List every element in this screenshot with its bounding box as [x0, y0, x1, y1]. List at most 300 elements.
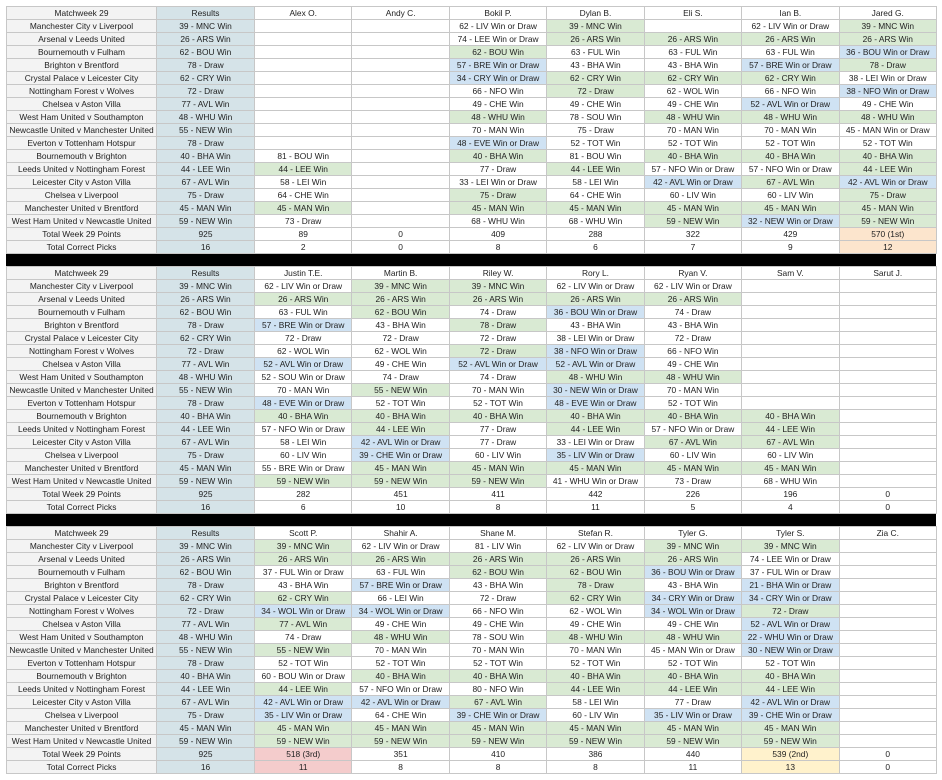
pick-cell[interactable]: 49 - CHE Win — [449, 98, 546, 111]
pick-cell[interactable]: 49 - CHE Win — [547, 618, 644, 631]
pick-cell[interactable] — [742, 293, 839, 306]
pick-cell[interactable]: 33 - LEI Win or Draw — [449, 176, 546, 189]
pick-cell[interactable]: 48 - EVE Win or Draw — [255, 397, 352, 410]
player-total-points[interactable]: 288 — [547, 228, 644, 241]
pick-cell[interactable]: 26 - ARS Win — [255, 553, 352, 566]
result-cell[interactable]: 39 - MNC Win — [157, 540, 255, 553]
pick-cell[interactable]: 44 - LEE Win — [742, 683, 839, 696]
pick-cell[interactable]: 40 - BHA Win — [644, 410, 741, 423]
pick-cell[interactable]: 37 - FUL Win or Draw — [255, 566, 352, 579]
player-total-correct[interactable]: 11 — [255, 761, 352, 774]
pick-cell[interactable]: 52 - TOT Win — [449, 397, 546, 410]
matchweek-header[interactable]: Matchweek 29 — [7, 7, 157, 20]
result-cell[interactable]: 77 - AVL Win — [157, 618, 255, 631]
player-total-points[interactable]: 0 — [352, 228, 449, 241]
player-name-header[interactable]: Andy C. — [352, 7, 449, 20]
match-cell[interactable]: West Ham United v Newcastle United — [7, 215, 157, 228]
result-cell[interactable]: 72 - Draw — [157, 605, 255, 618]
player-total-correct[interactable]: 8 — [547, 761, 644, 774]
result-cell[interactable]: 45 - MAN Win — [157, 462, 255, 475]
result-cell[interactable]: 55 - NEW Win — [157, 384, 255, 397]
pick-cell[interactable]: 77 - Draw — [449, 163, 546, 176]
pick-cell[interactable] — [839, 449, 936, 462]
pick-cell[interactable]: 45 - MAN Win — [255, 202, 352, 215]
player-total-correct[interactable]: 7 — [644, 241, 741, 254]
results-total-points[interactable]: 925 — [157, 748, 255, 761]
results-total-points[interactable]: 925 — [157, 488, 255, 501]
player-name-header[interactable]: Bokil P. — [449, 7, 546, 20]
result-cell[interactable]: 62 - BOU Win — [157, 306, 255, 319]
pick-cell[interactable]: 62 - LIV Win or Draw — [255, 280, 352, 293]
pick-cell[interactable]: 42 - AVL Win or Draw — [839, 176, 936, 189]
pick-cell[interactable]: 75 - Draw — [839, 189, 936, 202]
pick-cell[interactable]: 45 - MAN Win — [547, 202, 644, 215]
player-total-points[interactable]: 451 — [352, 488, 449, 501]
pick-cell[interactable]: 64 - CHE Win — [547, 189, 644, 202]
player-total-correct[interactable]: 12 — [839, 241, 936, 254]
pick-cell[interactable]: 57 - BRE Win or Draw — [449, 59, 546, 72]
pick-cell[interactable]: 49 - CHE Win — [352, 358, 449, 371]
pick-cell[interactable]: 78 - Draw — [449, 319, 546, 332]
pick-cell[interactable] — [839, 696, 936, 709]
result-cell[interactable]: 40 - BHA Win — [157, 150, 255, 163]
pick-cell[interactable]: 75 - Draw — [449, 189, 546, 202]
pick-cell[interactable]: 57 - NFO Win or Draw — [742, 163, 839, 176]
pick-cell[interactable]: 63 - FUL Win — [352, 566, 449, 579]
pick-cell[interactable]: 58 - LEI Win — [547, 696, 644, 709]
pick-cell[interactable]: 45 - MAN Win — [449, 202, 546, 215]
pick-cell[interactable]: 59 - NEW Win — [644, 215, 741, 228]
pick-cell[interactable]: 37 - FUL Win or Draw — [742, 566, 839, 579]
pick-cell[interactable]: 49 - CHE Win — [547, 98, 644, 111]
result-cell[interactable]: 78 - Draw — [157, 137, 255, 150]
pick-cell[interactable]: 59 - NEW Win — [352, 735, 449, 748]
result-cell[interactable]: 75 - Draw — [157, 449, 255, 462]
pick-cell[interactable] — [352, 72, 449, 85]
match-cell[interactable]: Newcastle United v Manchester United — [7, 644, 157, 657]
pick-cell[interactable]: 55 - BRE Win or Draw — [255, 462, 352, 475]
pick-cell[interactable]: 21 - BHA Win or Draw — [742, 579, 839, 592]
pick-cell[interactable]: 45 - MAN Win — [449, 462, 546, 475]
pick-cell[interactable] — [839, 605, 936, 618]
pick-cell[interactable]: 81 - LIV Win — [449, 540, 546, 553]
pick-cell[interactable]: 48 - EVE Win or Draw — [547, 397, 644, 410]
pick-cell[interactable]: 60 - BOU Win or Draw — [255, 670, 352, 683]
player-name-header[interactable]: Scott P. — [255, 527, 352, 540]
pick-cell[interactable]: 62 - LIV Win or Draw — [547, 280, 644, 293]
pick-cell[interactable]: 72 - Draw — [742, 605, 839, 618]
pick-cell[interactable]: 45 - MAN Win — [644, 462, 741, 475]
pick-cell[interactable]: 26 - ARS Win — [644, 293, 741, 306]
pick-cell[interactable] — [352, 111, 449, 124]
player-total-points[interactable]: 0 — [839, 748, 936, 761]
match-cell[interactable]: West Ham United v Southampton — [7, 111, 157, 124]
pick-cell[interactable]: 44 - LEE Win — [547, 423, 644, 436]
pick-cell[interactable]: 72 - Draw — [449, 345, 546, 358]
pick-cell[interactable]: 60 - LIV Win — [449, 449, 546, 462]
total-points-label[interactable]: Total Week 29 Points — [7, 228, 157, 241]
pick-cell[interactable]: 45 - MAN Win — [839, 202, 936, 215]
pick-cell[interactable]: 48 - WHU Win — [644, 631, 741, 644]
pick-cell[interactable]: 52 - TOT Win — [352, 657, 449, 670]
pick-cell[interactable] — [742, 345, 839, 358]
pick-cell[interactable]: 42 - AVL Win or Draw — [352, 436, 449, 449]
match-cell[interactable]: Leicester City v Aston Villa — [7, 176, 157, 189]
pick-cell[interactable]: 62 - LIV Win or Draw — [547, 540, 644, 553]
pick-cell[interactable]: 49 - CHE Win — [839, 98, 936, 111]
pick-cell[interactable]: 44 - LEE Win — [839, 163, 936, 176]
pick-cell[interactable]: 72 - Draw — [449, 332, 546, 345]
match-cell[interactable]: Nottingham Forest v Wolves — [7, 85, 157, 98]
pick-cell[interactable] — [352, 189, 449, 202]
pick-cell[interactable]: 52 - AVL Win or Draw — [449, 358, 546, 371]
pick-cell[interactable]: 74 - Draw — [352, 371, 449, 384]
pick-cell[interactable]: 48 - WHU Win — [352, 631, 449, 644]
result-cell[interactable]: 39 - MNC Win — [157, 280, 255, 293]
pick-cell[interactable] — [255, 59, 352, 72]
pick-cell[interactable]: 45 - MAN Win or Draw — [839, 124, 936, 137]
pick-cell[interactable]: 63 - FUL Win — [644, 46, 741, 59]
pick-cell[interactable]: 43 - BHA Win — [255, 579, 352, 592]
pick-cell[interactable]: 52 - TOT Win — [547, 657, 644, 670]
pick-cell[interactable]: 74 - Draw — [449, 306, 546, 319]
pick-cell[interactable] — [255, 46, 352, 59]
result-cell[interactable]: 77 - AVL Win — [157, 98, 255, 111]
pick-cell[interactable]: 81 - BOU Win — [255, 150, 352, 163]
player-total-correct[interactable]: 8 — [449, 761, 546, 774]
result-cell[interactable]: 26 - ARS Win — [157, 553, 255, 566]
player-name-header[interactable]: Shane M. — [449, 527, 546, 540]
result-cell[interactable]: 59 - NEW Win — [157, 475, 255, 488]
pick-cell[interactable]: 45 - MAN Win — [255, 722, 352, 735]
pick-cell[interactable]: 60 - LIV Win — [547, 709, 644, 722]
results-total-points[interactable]: 925 — [157, 228, 255, 241]
player-total-correct[interactable]: 9 — [742, 241, 839, 254]
pick-cell[interactable]: 52 - SOU Win or Draw — [255, 371, 352, 384]
pick-cell[interactable]: 75 - Draw — [547, 124, 644, 137]
result-cell[interactable]: 62 - BOU Win — [157, 566, 255, 579]
match-cell[interactable]: Bournemouth v Brighton — [7, 410, 157, 423]
result-cell[interactable]: 67 - AVL Win — [157, 436, 255, 449]
player-name-header[interactable]: Jared G. — [839, 7, 936, 20]
pick-cell[interactable]: 63 - FUL Win — [742, 46, 839, 59]
results-total-correct[interactable]: 16 — [157, 501, 255, 514]
pick-cell[interactable]: 58 - LEI Win — [547, 176, 644, 189]
pick-cell[interactable]: 70 - MAN Win — [255, 384, 352, 397]
pick-cell[interactable]: 52 - TOT Win — [742, 657, 839, 670]
pick-cell[interactable]: 70 - MAN Win — [449, 644, 546, 657]
match-cell[interactable]: Everton v Tottenham Hotspur — [7, 657, 157, 670]
result-cell[interactable]: 44 - LEE Win — [157, 683, 255, 696]
result-cell[interactable]: 78 - Draw — [157, 319, 255, 332]
pick-cell[interactable] — [255, 20, 352, 33]
player-name-header[interactable]: Ryan V. — [644, 267, 741, 280]
pick-cell[interactable]: 78 - SOU Win — [547, 111, 644, 124]
pick-cell[interactable]: 77 - Draw — [449, 436, 546, 449]
player-name-header[interactable]: Riley W. — [449, 267, 546, 280]
pick-cell[interactable]: 72 - Draw — [547, 85, 644, 98]
result-cell[interactable]: 78 - Draw — [157, 657, 255, 670]
pick-cell[interactable]: 48 - WHU Win — [839, 111, 936, 124]
pick-cell[interactable]: 78 - Draw — [547, 579, 644, 592]
pick-cell[interactable]: 72 - Draw — [449, 592, 546, 605]
result-cell[interactable]: 77 - AVL Win — [157, 358, 255, 371]
pick-cell[interactable] — [839, 644, 936, 657]
pick-cell[interactable] — [352, 124, 449, 137]
pick-cell[interactable]: 59 - NEW Win — [742, 735, 839, 748]
player-total-correct[interactable]: 8 — [449, 241, 546, 254]
pick-cell[interactable]: 52 - TOT Win — [644, 397, 741, 410]
match-cell[interactable]: Bournemouth v Fulham — [7, 46, 157, 59]
result-cell[interactable]: 62 - CRY Win — [157, 72, 255, 85]
pick-cell[interactable]: 77 - Draw — [644, 696, 741, 709]
pick-cell[interactable]: 59 - NEW Win — [449, 475, 546, 488]
pick-cell[interactable]: 72 - Draw — [352, 332, 449, 345]
player-name-header[interactable]: Martin B. — [352, 267, 449, 280]
player-total-correct[interactable]: 0 — [839, 761, 936, 774]
result-cell[interactable]: 78 - Draw — [157, 59, 255, 72]
pick-cell[interactable] — [839, 735, 936, 748]
player-name-header[interactable]: Rory L. — [547, 267, 644, 280]
player-total-points[interactable]: 322 — [644, 228, 741, 241]
pick-cell[interactable]: 26 - ARS Win — [644, 33, 741, 46]
pick-cell[interactable] — [352, 59, 449, 72]
pick-cell[interactable]: 35 - LIV Win or Draw — [547, 449, 644, 462]
pick-cell[interactable]: 70 - MAN Win — [352, 644, 449, 657]
pick-cell[interactable]: 22 - WHU Win or Draw — [742, 631, 839, 644]
results-total-correct[interactable]: 16 — [157, 241, 255, 254]
pick-cell[interactable]: 62 - BOU Win — [547, 566, 644, 579]
match-cell[interactable]: Newcastle United v Manchester United — [7, 124, 157, 137]
pick-cell[interactable]: 64 - CHE Win — [255, 189, 352, 202]
pick-cell[interactable]: 34 - CRY Win or Draw — [644, 592, 741, 605]
result-cell[interactable]: 45 - MAN Win — [157, 722, 255, 735]
match-cell[interactable]: Everton v Tottenham Hotspur — [7, 137, 157, 150]
result-cell[interactable]: 39 - MNC Win — [157, 20, 255, 33]
result-cell[interactable]: 40 - BHA Win — [157, 410, 255, 423]
pick-cell[interactable]: 49 - CHE Win — [449, 618, 546, 631]
pick-cell[interactable] — [742, 371, 839, 384]
pick-cell[interactable]: 40 - BHA Win — [644, 670, 741, 683]
total-correct-label[interactable]: Total Correct Picks — [7, 241, 157, 254]
pick-cell[interactable] — [255, 111, 352, 124]
match-cell[interactable]: Leicester City v Aston Villa — [7, 436, 157, 449]
pick-cell[interactable]: 59 - NEW Win — [449, 735, 546, 748]
result-cell[interactable]: 48 - WHU Win — [157, 111, 255, 124]
player-name-header[interactable]: Ian B. — [742, 7, 839, 20]
player-total-points[interactable]: 282 — [255, 488, 352, 501]
pick-cell[interactable] — [352, 46, 449, 59]
pick-cell[interactable] — [839, 332, 936, 345]
matchweek-header[interactable]: Matchweek 29 — [7, 527, 157, 540]
pick-cell[interactable] — [352, 176, 449, 189]
pick-cell[interactable]: 39 - MNC Win — [839, 20, 936, 33]
pick-cell[interactable]: 34 - WOL Win or Draw — [255, 605, 352, 618]
pick-cell[interactable]: 34 - WOL Win or Draw — [352, 605, 449, 618]
pick-cell[interactable]: 63 - FUL Win — [255, 306, 352, 319]
pick-cell[interactable] — [839, 371, 936, 384]
pick-cell[interactable]: 57 - NFO Win or Draw — [644, 423, 741, 436]
player-total-correct[interactable]: 10 — [352, 501, 449, 514]
result-cell[interactable]: 62 - CRY Win — [157, 592, 255, 605]
pick-cell[interactable]: 26 - ARS Win — [255, 293, 352, 306]
pick-cell[interactable]: 40 - BHA Win — [547, 670, 644, 683]
pick-cell[interactable] — [839, 657, 936, 670]
pick-cell[interactable] — [839, 293, 936, 306]
total-correct-label[interactable]: Total Correct Picks — [7, 501, 157, 514]
pick-cell[interactable]: 30 - NEW Win or Draw — [742, 644, 839, 657]
pick-cell[interactable]: 42 - AVL Win or Draw — [352, 696, 449, 709]
pick-cell[interactable] — [839, 319, 936, 332]
match-cell[interactable]: Crystal Palace v Leicester City — [7, 592, 157, 605]
match-cell[interactable]: Chelsea v Aston Villa — [7, 618, 157, 631]
match-cell[interactable]: West Ham United v Newcastle United — [7, 475, 157, 488]
match-cell[interactable]: Nottingham Forest v Wolves — [7, 345, 157, 358]
match-cell[interactable]: Crystal Palace v Leicester City — [7, 332, 157, 345]
player-total-points[interactable]: 440 — [644, 748, 741, 761]
pick-cell[interactable]: 62 - BOU Win — [449, 46, 546, 59]
pick-cell[interactable]: 48 - WHU Win — [449, 111, 546, 124]
pick-cell[interactable]: 52 - TOT Win — [255, 657, 352, 670]
pick-cell[interactable]: 52 - AVL Win or Draw — [742, 98, 839, 111]
pick-cell[interactable]: 45 - MAN Win — [547, 722, 644, 735]
match-cell[interactable]: Newcastle United v Manchester United — [7, 384, 157, 397]
result-cell[interactable]: 48 - WHU Win — [157, 371, 255, 384]
player-total-points[interactable]: 411 — [449, 488, 546, 501]
pick-cell[interactable]: 26 - ARS Win — [839, 33, 936, 46]
pick-cell[interactable]: 34 - CRY Win or Draw — [449, 72, 546, 85]
player-total-points[interactable]: 409 — [449, 228, 546, 241]
pick-cell[interactable]: 66 - NFO Win — [449, 85, 546, 98]
player-total-correct[interactable]: 6 — [255, 501, 352, 514]
match-cell[interactable]: Leicester City v Aston Villa — [7, 696, 157, 709]
pick-cell[interactable] — [255, 98, 352, 111]
result-cell[interactable]: 26 - ARS Win — [157, 33, 255, 46]
pick-cell[interactable] — [255, 72, 352, 85]
pick-cell[interactable]: 43 - BHA Win — [644, 319, 741, 332]
pick-cell[interactable]: 52 - AVL Win or Draw — [742, 618, 839, 631]
match-cell[interactable]: Bournemouth v Fulham — [7, 306, 157, 319]
pick-cell[interactable]: 43 - BHA Win — [449, 579, 546, 592]
pick-cell[interactable]: 40 - BHA Win — [742, 670, 839, 683]
pick-cell[interactable]: 38 - LEI Win or Draw — [547, 332, 644, 345]
player-total-correct[interactable]: 0 — [839, 501, 936, 514]
pick-cell[interactable]: 68 - WHU Win — [449, 215, 546, 228]
match-cell[interactable]: Bournemouth v Fulham — [7, 566, 157, 579]
player-total-points[interactable]: 570 (1st) — [839, 228, 936, 241]
player-total-correct[interactable]: 8 — [449, 501, 546, 514]
pick-cell[interactable]: 48 - WHU Win — [547, 371, 644, 384]
pick-cell[interactable]: 66 - LEI Win — [352, 592, 449, 605]
match-cell[interactable]: Brighton v Brentford — [7, 59, 157, 72]
pick-cell[interactable]: 42 - AVL Win or Draw — [255, 696, 352, 709]
pick-cell[interactable]: 62 - CRY Win — [547, 592, 644, 605]
pick-cell[interactable]: 49 - CHE Win — [644, 358, 741, 371]
pick-cell[interactable] — [644, 20, 741, 33]
pick-cell[interactable]: 39 - CHE Win or Draw — [352, 449, 449, 462]
pick-cell[interactable]: 39 - MNC Win — [255, 540, 352, 553]
match-cell[interactable]: Leeds United v Nottingham Forest — [7, 683, 157, 696]
pick-cell[interactable]: 70 - MAN Win — [644, 384, 741, 397]
pick-cell[interactable] — [742, 397, 839, 410]
result-cell[interactable]: 72 - Draw — [157, 345, 255, 358]
match-cell[interactable]: Arsenal v Leeds United — [7, 553, 157, 566]
match-cell[interactable]: West Ham United v Southampton — [7, 631, 157, 644]
total-correct-label[interactable]: Total Correct Picks — [7, 761, 157, 774]
pick-cell[interactable]: 73 - Draw — [644, 475, 741, 488]
pick-cell[interactable] — [742, 384, 839, 397]
pick-cell[interactable] — [352, 98, 449, 111]
player-total-correct[interactable]: 11 — [547, 501, 644, 514]
pick-cell[interactable]: 44 - LEE Win — [547, 163, 644, 176]
pick-cell[interactable] — [352, 33, 449, 46]
pick-cell[interactable] — [352, 163, 449, 176]
player-name-header[interactable]: Eli S. — [644, 7, 741, 20]
pick-cell[interactable]: 57 - BRE Win or Draw — [742, 59, 839, 72]
pick-cell[interactable]: 74 - Draw — [449, 371, 546, 384]
pick-cell[interactable]: 39 - MNC Win — [547, 20, 644, 33]
pick-cell[interactable]: 43 - BHA Win — [644, 59, 741, 72]
pick-cell[interactable]: 55 - NEW Win — [352, 384, 449, 397]
match-cell[interactable]: West Ham United v Southampton — [7, 371, 157, 384]
result-cell[interactable]: 62 - CRY Win — [157, 332, 255, 345]
pick-cell[interactable]: 40 - BHA Win — [449, 150, 546, 163]
pick-cell[interactable]: 44 - LEE Win — [742, 423, 839, 436]
pick-cell[interactable]: 35 - LIV Win or Draw — [644, 709, 741, 722]
pick-cell[interactable]: 26 - ARS Win — [547, 33, 644, 46]
pick-cell[interactable]: 40 - BHA Win — [255, 410, 352, 423]
pick-cell[interactable]: 52 - AVL Win or Draw — [547, 358, 644, 371]
pick-cell[interactable]: 35 - LIV Win or Draw — [255, 709, 352, 722]
pick-cell[interactable]: 62 - LIV Win or Draw — [449, 20, 546, 33]
pick-cell[interactable]: 36 - BOU Win or Draw — [547, 306, 644, 319]
player-name-header[interactable]: Shahir A. — [352, 527, 449, 540]
match-cell[interactable]: Chelsea v Aston Villa — [7, 98, 157, 111]
pick-cell[interactable]: 40 - BHA Win — [449, 410, 546, 423]
player-name-header[interactable]: Sarut J. — [839, 267, 936, 280]
pick-cell[interactable]: 39 - MNC Win — [644, 540, 741, 553]
pick-cell[interactable]: 74 - LEE Win or Draw — [449, 33, 546, 46]
pick-cell[interactable]: 45 - MAN Win or Draw — [644, 644, 741, 657]
total-points-label[interactable]: Total Week 29 Points — [7, 748, 157, 761]
pick-cell[interactable]: 48 - WHU Win — [547, 631, 644, 644]
pick-cell[interactable]: 45 - MAN Win — [644, 202, 741, 215]
pick-cell[interactable]: 43 - BHA Win — [547, 59, 644, 72]
pick-cell[interactable]: 49 - CHE Win — [644, 618, 741, 631]
pick-cell[interactable] — [352, 20, 449, 33]
pick-cell[interactable] — [352, 85, 449, 98]
pick-cell[interactable] — [839, 553, 936, 566]
pick-cell[interactable]: 40 - BHA Win — [839, 150, 936, 163]
pick-cell[interactable]: 32 - NEW Win or Draw — [742, 215, 839, 228]
pick-cell[interactable]: 40 - BHA Win — [644, 150, 741, 163]
pick-cell[interactable]: 45 - MAN Win — [742, 722, 839, 735]
result-cell[interactable]: 55 - NEW Win — [157, 124, 255, 137]
matchweek-header[interactable]: Matchweek 29 — [7, 267, 157, 280]
pick-cell[interactable]: 80 - NFO Win — [449, 683, 546, 696]
match-cell[interactable]: Manchester United v Brentford — [7, 202, 157, 215]
pick-cell[interactable]: 73 - Draw — [255, 215, 352, 228]
pick-cell[interactable]: 39 - CHE Win or Draw — [449, 709, 546, 722]
pick-cell[interactable] — [255, 124, 352, 137]
results-header[interactable]: Results — [157, 527, 255, 540]
pick-cell[interactable]: 26 - ARS Win — [547, 553, 644, 566]
pick-cell[interactable]: 45 - MAN Win — [547, 462, 644, 475]
pick-cell[interactable] — [839, 462, 936, 475]
pick-cell[interactable]: 72 - Draw — [644, 332, 741, 345]
pick-cell[interactable]: 62 - LIV Win or Draw — [742, 20, 839, 33]
match-cell[interactable]: Brighton v Brentford — [7, 579, 157, 592]
